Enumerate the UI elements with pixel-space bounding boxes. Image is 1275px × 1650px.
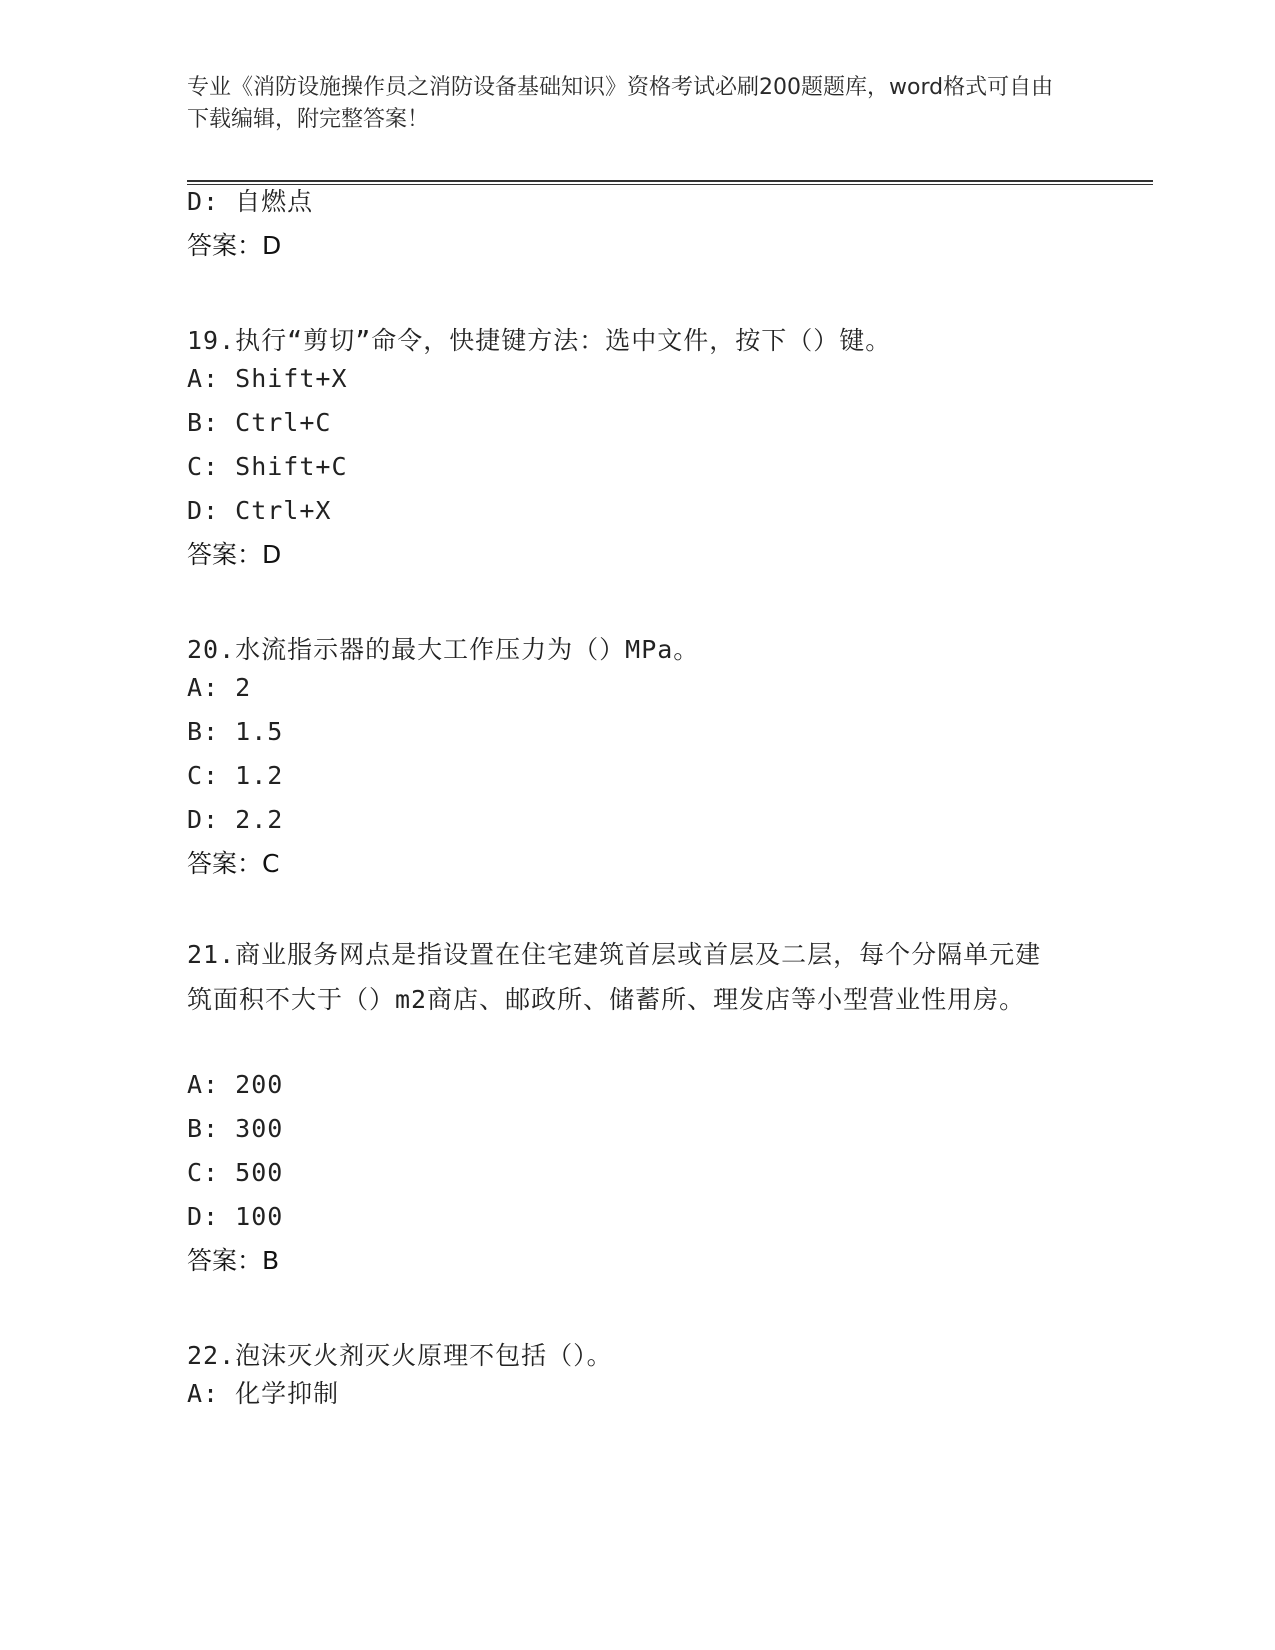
option-c: C: Shift+C xyxy=(187,452,348,481)
answer: 答案：C xyxy=(187,849,280,878)
option-a: A: 化学抑制 xyxy=(187,1379,340,1408)
option-b: B: 300 xyxy=(187,1114,284,1143)
answer: 答案：B xyxy=(187,1246,280,1275)
option-d: D: 自燃点 xyxy=(187,187,314,216)
header-divider-thin xyxy=(187,184,1153,185)
page-header: 专业《消防设施操作员之消防设备基础知识》资格考试必刷200题题库，word格式可自由下载编辑，附完整答案！ xyxy=(187,75,1054,132)
option-d: D: Ctrl+X xyxy=(187,496,332,525)
option-b: B: 1.5 xyxy=(187,717,284,746)
option-d: D: 2.2 xyxy=(187,805,284,834)
option-c: C: 1.2 xyxy=(187,761,284,790)
question-stem-19: 19.执行“剪切”命令，快捷键方法：选中文件，按下（）键。 xyxy=(187,326,892,355)
answer: 答案：D xyxy=(187,540,282,569)
option-c: C: 500 xyxy=(187,1158,284,1187)
option-a: A: 200 xyxy=(187,1070,284,1099)
answer: 答案：D xyxy=(187,231,282,260)
question-stem-21: 21.商业服务网点是指设置在住宅建筑首层或首层及二层，每个分隔单元建筑面积不大于（）m2商店、邮政所、储蓄所、理发店等小型营业性用房。 xyxy=(187,940,1042,1014)
header-divider xyxy=(187,180,1153,182)
option-b: B: Ctrl+C xyxy=(187,408,332,437)
question-stem-20: 20.水流指示器的最大工作压力为（）MPa。 xyxy=(187,635,700,664)
option-a: A: 2 xyxy=(187,673,252,702)
option-d: D: 100 xyxy=(187,1202,284,1231)
question-stem-22: 22.泡沫灭火剂灭火原理不包括（）。 xyxy=(187,1341,613,1370)
option-a: A: Shift+X xyxy=(187,364,348,393)
